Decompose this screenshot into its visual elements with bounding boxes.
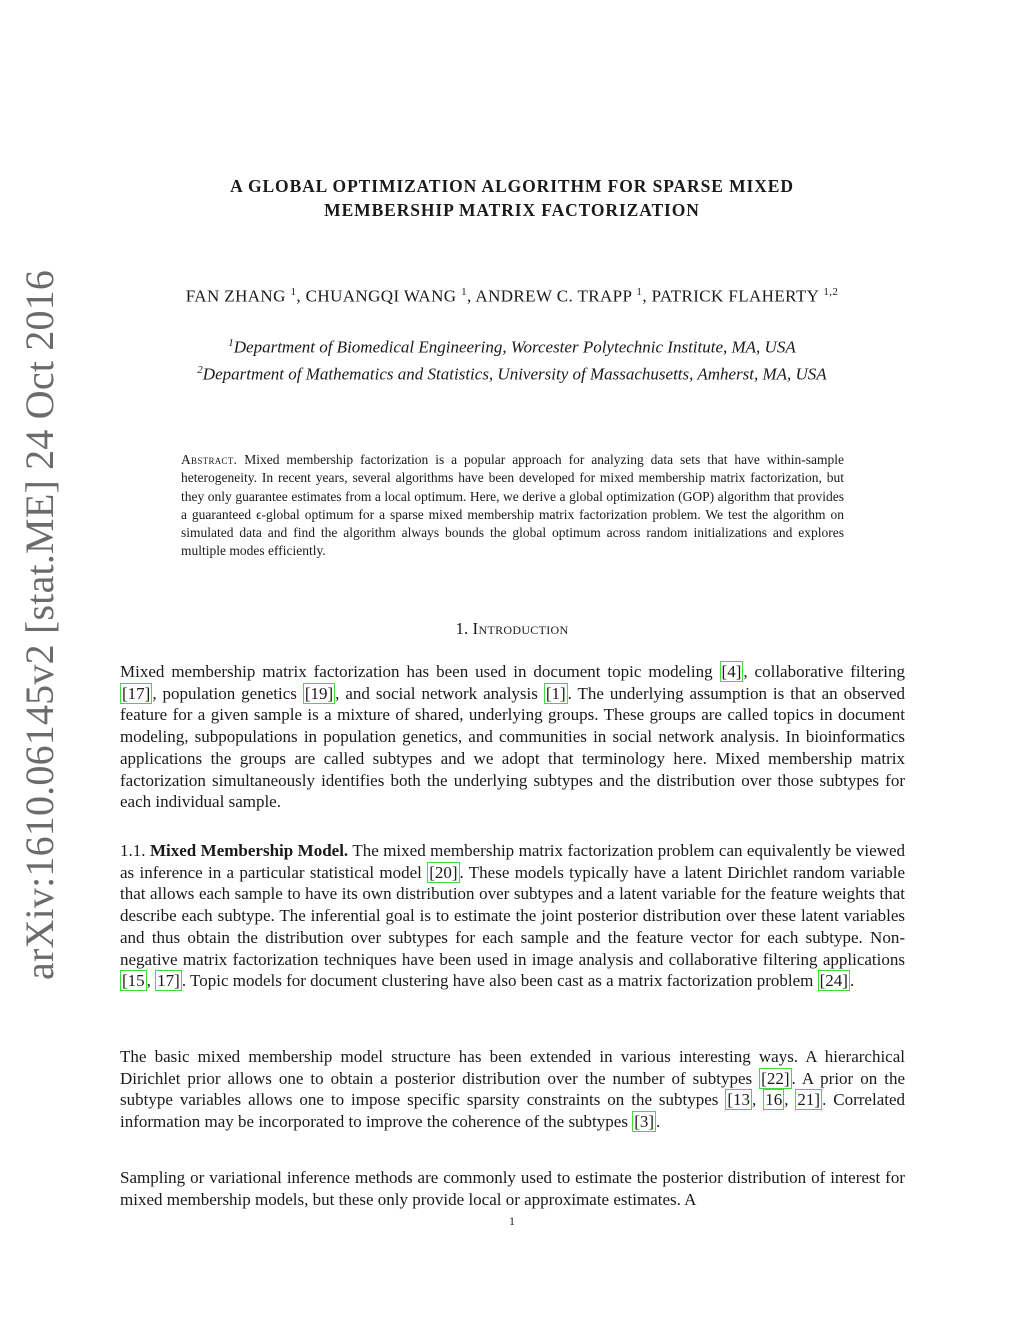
page-number: 1 (509, 1214, 515, 1228)
subsection-number: 1.1. (120, 841, 146, 860)
paragraph-text: . These models typically have a latent Dirichlet random variable that allows each sample to have its own distribution over subtypes and a latent variable for the feature weights that describe each subtype. The inferential goal is to estimate the joint posterior distribution over these latent variables and thus obtain the distribution over subtypes for each sample and the feature vector for each subtype. Non-negative matrix factorization techniques have been used in image analysis and collaborative filtering applications (120, 862, 905, 969)
author-affiliation-mark: 1 (636, 286, 643, 298)
citation-link[interactable]: [24] (819, 971, 848, 991)
citation-link[interactable]: 16 (765, 1090, 783, 1110)
paragraph-intro (120, 661, 905, 813)
paragraph-text: . (656, 1112, 661, 1132)
citation-separator: , (784, 1090, 796, 1110)
affiliation-number: 1 (228, 337, 234, 349)
citation-link[interactable]: [19] (304, 683, 334, 703)
affiliation-line (120, 332, 904, 359)
affiliation-number: 2 (197, 363, 203, 376)
author-name: CHUANGQI WANG (305, 286, 457, 306)
citation-separator: , (752, 1090, 764, 1110)
affiliation-text: Department of Mathematics and Statistics, University of Massachusetts, Amherst, MA, USA (202, 364, 827, 384)
citation-link[interactable]: [15 (122, 971, 145, 991)
subsection-title: Mixed Membership Model. (149, 841, 349, 860)
section-heading-introduction (120, 619, 904, 639)
paragraph-text: . (849, 971, 855, 991)
citation-separator: , (146, 971, 156, 991)
section-title: Introduction (472, 619, 569, 638)
author-affiliation-mark: 1 (461, 286, 468, 298)
paragraph-text: , collaborative filtering (743, 662, 906, 681)
author-name: ANDREW C. TRAPP (475, 286, 632, 306)
paragraph-text: The mixed membership matrix factorization problem can equivalently be viewed as inference in a particular statistical model (120, 841, 905, 882)
paragraph-mixed-membership-model (120, 840, 905, 992)
section-number: 1. (455, 619, 469, 638)
paragraph-extensions (120, 1046, 905, 1133)
paragraph-inference-methods: Sampling or variational inference methods are commonly used to estimate the posterior distribution of interest for mixed membership models, but these only provide local or approximate estimates. A (120, 1168, 905, 1209)
author-separator: , (467, 286, 476, 306)
citation-link[interactable]: [1] (545, 683, 566, 703)
paragraph-text: . A prior on the subtype variables allows one to impose specific sparsity constraints on the subtypes (120, 1068, 905, 1110)
epsilon-symbol: ϵ (256, 506, 262, 522)
citation-link[interactable]: [20] (429, 862, 458, 882)
citation-link[interactable]: [17] (122, 683, 151, 703)
paragraph-text: , population genetics (152, 683, 303, 703)
citation-link[interactable]: [3] (634, 1112, 655, 1132)
abstract-label: Abstract. (181, 452, 238, 467)
affiliation-text: Department of Biomedical Engineering, Worcester Polytechnic Institute, MA, USA (233, 337, 796, 357)
citation-link[interactable]: 17] (157, 971, 180, 991)
author-affiliation-mark: 1,2 (823, 286, 839, 298)
abstract-text: -global optimum for a sparse mixed membership matrix factorization problem. We test the algorithm on simulated data and find the algorithm always bounds the global optimum across random initializations and explores multiple modes efficiently. (181, 506, 844, 559)
citation-link[interactable]: [4] (721, 662, 742, 681)
author-name: FAN ZHANG (185, 286, 286, 306)
author-list (120, 281, 904, 308)
paper-title (120, 174, 904, 222)
arxiv-identifier[interactable]: arXiv:1610.06145v2 [stat.ME] 24 Oct 2016 (17, 269, 62, 980)
author-separator: , (296, 286, 306, 306)
title-line-1: A GLOBAL OPTIMIZATION ALGORITHM FOR SPARSE MIXED (230, 176, 794, 196)
paragraph-text: . Correlated information may be incorporated to improve the coherence of the subtypes (120, 1090, 906, 1132)
paragraph-text: . The underlying assumption is that an observed feature for a given sample is a mixture of shared, underlying groups. These groups are called topics in document modeling, subpopulations in population genetics, and communities in social network analysis. In bioinformatics applications the groups are called subtypes and we adopt that terminology here. Mixed membership matrix factorization simultaneously identifies both the underlying subtypes and the distribution over those subtypes for each individual sample. (120, 683, 905, 812)
paragraph-text: Mixed membership matrix factorization has been used in document topic modeling (120, 662, 720, 681)
citation-link[interactable]: [13 (727, 1090, 751, 1110)
citation-link[interactable]: 21] (797, 1090, 821, 1110)
citation-link[interactable]: [22] (761, 1068, 790, 1088)
abstract (181, 451, 844, 561)
author-affiliation-mark: 1 (290, 286, 297, 298)
abstract-text: Mixed membership factorization is a popular approach for analyzing data sets that have within-sample heterogeneity. In recent years, several algorithms have been developed for mixed membership matrix factorization, but they only guarantee estimates from a local optimum. Here, we derive a global optimization (GOP) algorithm that provides a guaranteed (181, 452, 844, 522)
paragraph-text: . Topic models for document clustering have also been cast as a matrix factorization problem (181, 971, 818, 991)
author-separator: , (642, 286, 652, 306)
affiliation-line (120, 359, 904, 386)
author-name: PATRICK FLAHERTY (651, 286, 819, 306)
paragraph-text: The basic mixed membership model structure has been extended in various interesting ways. A hierarchical Dirichlet prior allows one to obtain a posterior distribution over the number of subtypes (120, 1047, 905, 1088)
affiliations (120, 332, 904, 385)
paragraph-text: , and social network analysis (335, 683, 544, 703)
title-line-2: MEMBERSHIP MATRIX FACTORIZATION (324, 200, 700, 220)
